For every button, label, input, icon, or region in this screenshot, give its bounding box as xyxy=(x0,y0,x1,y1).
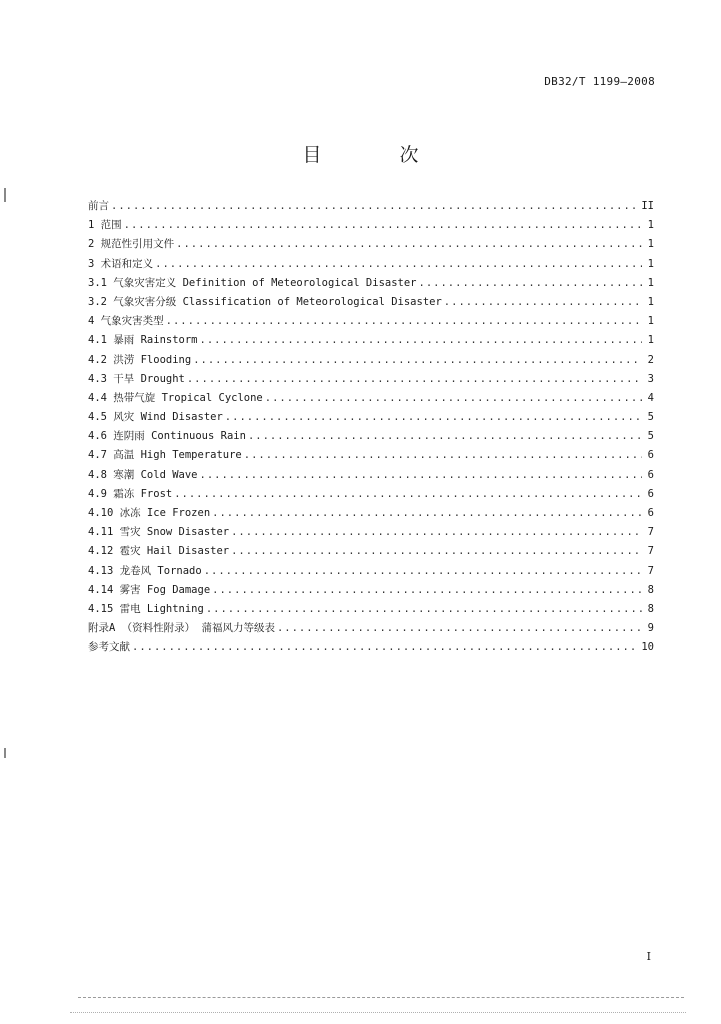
toc-entry-label: 4.10 冰冻 Ice Frozen xyxy=(88,507,211,519)
toc-dot-leader xyxy=(187,373,642,385)
scan-artifact xyxy=(4,188,6,202)
toc-entry[interactable] xyxy=(88,352,654,371)
toc-dot-leader xyxy=(444,296,642,308)
scan-artifact xyxy=(4,748,6,758)
toc-dot-leader xyxy=(166,315,642,327)
toc-dot-leader xyxy=(231,526,642,538)
toc-entry[interactable] xyxy=(88,543,654,562)
toc-entry-label: 4.13 龙卷风 Tornado xyxy=(88,564,202,577)
toc-dot-leader xyxy=(231,545,642,557)
toc-entry[interactable] xyxy=(88,428,654,447)
toc-entry[interactable] xyxy=(88,294,654,313)
toc-entry-page: 5 xyxy=(647,430,654,443)
toc-entry-label: 4.14 雾害 Fog Damage xyxy=(88,583,211,596)
toc-entry-page: 8 xyxy=(647,602,654,615)
toc-entry-label: 4.4 热带气旋 Tropical Cyclone xyxy=(88,391,263,404)
toc-entry-label: 4.5 风灾 Wind Disaster xyxy=(88,411,223,424)
toc-entry-label: 4.15 雷电 Lightning xyxy=(88,602,204,615)
toc-entry[interactable] xyxy=(88,601,654,620)
toc-entry-page: 1 xyxy=(647,257,654,270)
toc-entry-page: 10 xyxy=(641,641,654,654)
toc-dot-leader xyxy=(244,449,642,461)
toc-entry-page: II xyxy=(641,200,654,212)
toc-entry-page: 1 xyxy=(647,315,654,328)
toc-entry[interactable] xyxy=(88,486,654,505)
toc-entry[interactable] xyxy=(88,332,654,351)
toc-entry-label: 2 规范性引用文件 xyxy=(88,238,175,251)
toc-dot-leader xyxy=(419,277,642,289)
toc-entry-page: 2 xyxy=(647,353,654,366)
toc-dot-leader xyxy=(277,622,642,634)
toc-entry-page: 6 xyxy=(647,468,654,481)
toc-entry[interactable] xyxy=(88,409,654,428)
toc-entry-label: 4.6 连阴雨 Continuous Rain xyxy=(88,430,246,443)
toc-entry[interactable] xyxy=(88,236,654,255)
toc-entry[interactable] xyxy=(88,447,654,466)
toc-entry-label: 4.9 霜冻 Frost xyxy=(88,487,173,500)
toc-entry-label: 4.1 暴雨 Rainstorm xyxy=(88,334,198,347)
toc-entry[interactable] xyxy=(88,198,654,217)
toc-dot-leader xyxy=(225,411,642,423)
toc-entry-page: 1 xyxy=(647,295,654,308)
toc-entry-page: 4 xyxy=(647,391,654,404)
toc-entry[interactable] xyxy=(88,256,654,275)
toc-dot-leader xyxy=(212,507,642,519)
toc-entry-label: 3.1 气象灾害定义 Definition of Meteorological Disaster xyxy=(88,276,417,289)
toc-entry[interactable] xyxy=(88,524,654,543)
toc-dot-leader xyxy=(111,200,639,212)
toc-entry[interactable] xyxy=(88,217,654,236)
toc-entry[interactable] xyxy=(88,505,654,524)
toc-entry-label: 前言 xyxy=(88,200,109,212)
toc-dot-leader xyxy=(212,584,642,596)
toc-dot-leader xyxy=(248,430,642,442)
toc-entry-label: 参考文献 xyxy=(88,641,130,654)
footer-rule-secondary xyxy=(70,1012,686,1013)
toc-entry[interactable] xyxy=(88,620,654,639)
table-of-contents xyxy=(88,198,654,659)
toc-dot-leader xyxy=(124,219,642,231)
toc-dot-leader xyxy=(155,258,642,270)
toc-dot-leader xyxy=(200,469,642,481)
page-number: I xyxy=(646,950,651,963)
toc-dot-leader xyxy=(200,334,642,346)
toc-entry-page: 9 xyxy=(647,622,654,635)
footer-rule xyxy=(78,997,684,998)
toc-entry-page: 1 xyxy=(647,276,654,289)
toc-entry-page: 3 xyxy=(647,372,654,385)
toc-dot-leader xyxy=(176,238,642,250)
toc-dot-leader xyxy=(204,565,642,577)
toc-entry-label: 4.2 洪涝 Flooding xyxy=(88,353,192,366)
toc-dot-leader xyxy=(193,354,642,366)
toc-dot-leader xyxy=(206,603,642,615)
toc-entry[interactable] xyxy=(88,313,654,332)
page-title: 目 次 xyxy=(302,144,455,166)
toc-dot-leader xyxy=(265,392,642,404)
toc-entry[interactable] xyxy=(88,467,654,486)
toc-entry-label: 4.12 雹灾 Hail Disaster xyxy=(88,545,230,558)
toc-entry-label: 4.8 寒潮 Cold Wave xyxy=(88,468,198,481)
toc-entry-page: 1 xyxy=(647,334,654,347)
toc-entry-page: 5 xyxy=(647,411,654,424)
toc-entry-label: 4.7 高温 High Temperature xyxy=(88,449,242,462)
toc-entry-page: 6 xyxy=(647,449,654,462)
toc-entry-label: 4.3 干旱 Drought xyxy=(88,372,185,385)
toc-entry[interactable] xyxy=(88,563,654,582)
toc-entry-label: 4 气象灾害类型 xyxy=(88,315,164,328)
toc-entry-label: 3.2 气象灾害分级 Classification of Meteorological Disaster xyxy=(88,295,442,308)
toc-entry-page: 7 xyxy=(647,545,654,558)
toc-entry-label: 1 范围 xyxy=(88,219,122,232)
toc-dot-leader xyxy=(174,488,642,500)
toc-entry-page: 6 xyxy=(647,507,654,519)
toc-entry[interactable] xyxy=(88,275,654,294)
toc-entry-page: 6 xyxy=(647,487,654,500)
toc-entry-page: 7 xyxy=(647,526,654,539)
toc-entry-label: 3 术语和定义 xyxy=(88,257,154,270)
toc-entry-label: 4.11 雪灾 Snow Disaster xyxy=(88,526,230,539)
standard-code: DB32/T 1199—2008 xyxy=(544,75,655,88)
toc-dot-leader xyxy=(132,641,639,653)
toc-entry[interactable] xyxy=(88,639,654,658)
toc-entry[interactable] xyxy=(88,371,654,390)
toc-entry-page: 7 xyxy=(647,564,654,577)
toc-entry-label: 附录A （资料性附录） 蒲福风力等级表 xyxy=(88,622,275,635)
toc-entry[interactable] xyxy=(88,390,654,409)
toc-entry[interactable] xyxy=(88,582,654,601)
toc-entry-page: 1 xyxy=(647,219,654,232)
toc-entry-page: 8 xyxy=(647,583,654,596)
toc-entry-page: 1 xyxy=(647,238,654,251)
